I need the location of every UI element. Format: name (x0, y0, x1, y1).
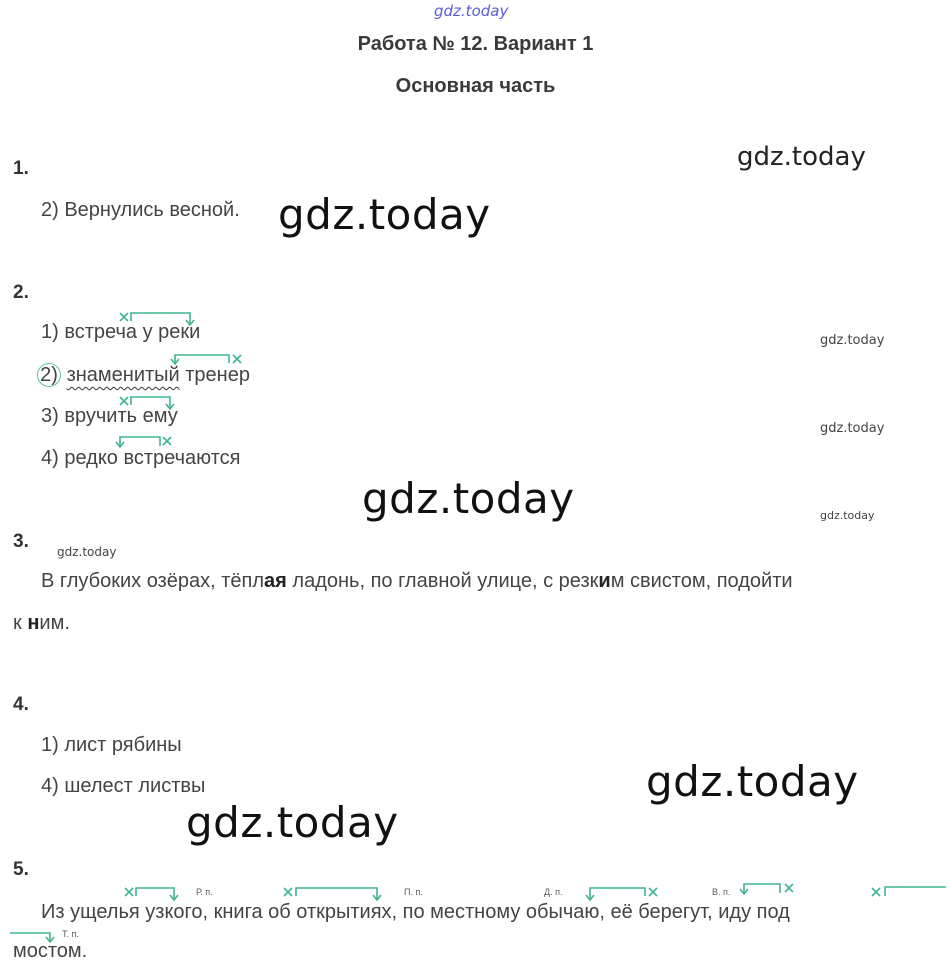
link-mark-2-4 (116, 437, 171, 447)
watermark: gdz.today (186, 798, 399, 847)
watermark: gdz.today (57, 545, 117, 559)
task-1-number: 1. (13, 158, 29, 179)
text-segment: к (13, 612, 28, 634)
link-mark-2-1 (120, 313, 194, 325)
selected-answer-circle: 2) (37, 363, 61, 387)
watermark-top: gdz.today (434, 2, 509, 20)
task-4-number: 4. (13, 694, 29, 715)
task-2-item-3: 3) вручить ему (41, 405, 178, 427)
task-5-line-2: мостом. (13, 940, 88, 962)
watermark: gdz.today (278, 190, 491, 239)
watermark: gdz.today (820, 421, 885, 436)
link-mark-5-2 (284, 888, 381, 900)
task-1-answer: 2) Вернулись весной. (41, 199, 240, 221)
link-mark-5-4 (740, 884, 793, 894)
watermark: gdz.today (362, 474, 575, 523)
task-2-item-2-noun: тренер (185, 364, 250, 386)
task-3-number: 3. (13, 531, 29, 552)
watermark: gdz.today (820, 333, 885, 348)
case-label-dative: Д. п. (544, 887, 563, 897)
letter-highlight: н (27, 612, 40, 634)
text-segment: В глубоких озёрах, тёпл (41, 570, 265, 592)
ending-highlight: ая (264, 570, 287, 592)
link-mark-2-3 (120, 397, 174, 409)
task-2-item-1: 1) встреча у реки (41, 321, 201, 343)
link-mark-5-3 (586, 888, 657, 900)
link-mark-5-1 (125, 888, 178, 900)
page-subtitle: Основная часть (395, 75, 556, 97)
case-label-genitive: Р. п. (196, 887, 213, 897)
task-2-number: 2. (13, 282, 29, 303)
watermark: gdz.today (646, 757, 859, 806)
task-2-item-2-adjective: знаменитый (66, 364, 180, 386)
text-segment: ладонь, по главной улице, с резк (286, 570, 599, 592)
ending-highlight: и (598, 570, 611, 592)
link-mark-5-5 (10, 887, 946, 942)
task-5-number: 5. (13, 859, 29, 880)
text-segment: м свистом, подойти (610, 570, 793, 592)
page-title: Работа № 12. Вариант 1 (357, 33, 594, 55)
case-label-prepositional: П. п. (404, 887, 423, 897)
watermark: gdz.today (820, 509, 875, 522)
task-2-item-4: 4) редко встречаются (41, 447, 241, 469)
text-segment: им. (39, 612, 70, 634)
watermark: gdz.today (737, 142, 866, 172)
link-mark-2-2 (171, 355, 241, 364)
task-4-item-2: 4) шелест листвы (41, 775, 206, 797)
case-label-instrumental: Т. п. (62, 929, 79, 939)
task-5-line-1: Из ущелья узкого, книга об открытиях, по местному обычаю, её берегут, иду под (41, 901, 790, 923)
case-label-accusative: В. п. (712, 887, 731, 897)
task-4-item-1: 1) лист рябины (41, 734, 182, 756)
